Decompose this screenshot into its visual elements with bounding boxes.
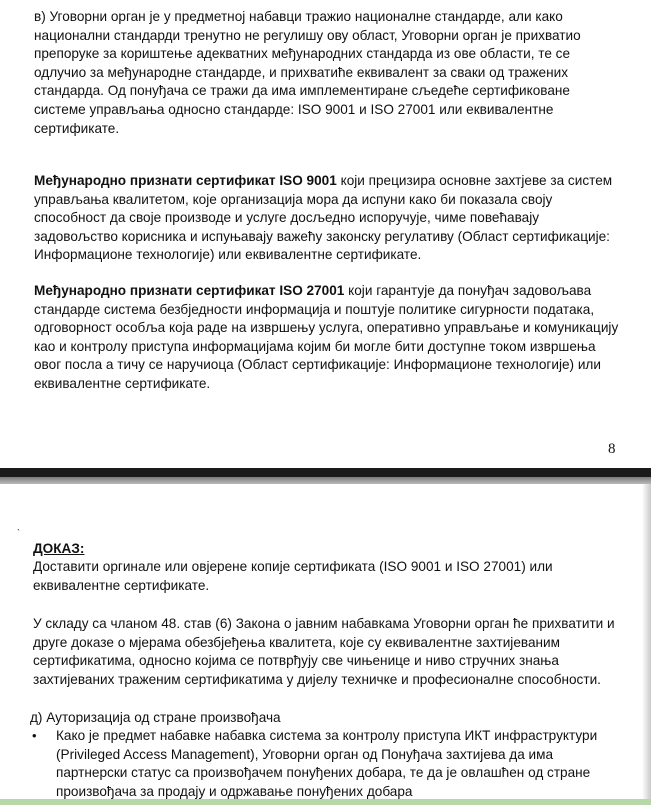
text-line: способност да своје производе и услуге досљедно испоручује, чиме повећавају (34, 210, 540, 226)
text-line: национални стандарди тренутно не регулишу ову област, Уговорни орган је прихватио (34, 27, 581, 43)
text-line: произвођача за продају и одржавање понуђених добара (56, 783, 413, 799)
text-line: Доставити оргинале или овјерене копије сертификата (ISO 9001 и ISO 27001) или (33, 559, 553, 574)
text-line: сертификатима, односно којима се потврђују све чињенице и ниво стручних знања (33, 653, 559, 669)
paragraph-iso-27001 (34, 282, 620, 394)
text-line: в) Уговорни орган је у предметној набавци тражио националне стандарде, али како (34, 9, 563, 24)
text-line: (Privileged Access Management), Уговорни орган од Понуђача захтијева да има (56, 746, 554, 762)
text-line: У складу са чланом 48. став (6) Закона о јавним набавкама Уговорни орган ће прихватити и (33, 616, 615, 631)
text-line: еквивалентне сертификате. (34, 375, 211, 391)
text-line: који прецизира основне захтјеве за систем (336, 173, 613, 188)
text-line: захтијеваних траженим сертификатима у дијелу техничке и професионалне способности. (33, 671, 601, 687)
text-line: који гарантује да понуђач задовољава (344, 283, 592, 298)
text-line: сертификате. (34, 120, 120, 136)
text-line: стандарде система безбједности информација и поштује политике сигурности података, (34, 301, 595, 317)
text-line: управљања квалитетом, које организација мора да испуни како би показала своју (34, 191, 553, 207)
text-line: Информационе технологије) или еквивалентне сертификате. (34, 247, 422, 263)
text-line: као и контролу приступа информацијама којим би могле бити доступне током извршења (34, 338, 596, 354)
bullet-icon: • (32, 728, 37, 743)
text-line: одлучио за међународне стандарде, и прихватиће еквивалент за сваки од тражених (34, 64, 569, 80)
iso-9001-title: Међународно признати сертификат ISO 9001 (34, 173, 337, 188)
text-line: стандарда. Од понуђача се тражи да има имплементиране сљедеће сертификоване (34, 83, 570, 99)
text-line: еквивалентне сертификате. (33, 577, 210, 593)
page-separator (0, 468, 651, 484)
proof-heading: ДОКАЗ: (33, 541, 85, 556)
bullet-paragraph-authorization (56, 727, 621, 801)
text-line: Како је предмет набавке набавка система за контролу приступа ИКТ инфраструктури (56, 728, 598, 743)
paragraph-proof (33, 558, 621, 595)
page-number: 8 (608, 441, 616, 457)
text-line: друге доказе о мјерама обезбјеђења квалитета, које су еквивалентне захтијеваним (33, 634, 560, 650)
text-line: одговорност особља која раде на извршењу услуга, оперативно управљање и комуникацију (34, 320, 619, 336)
text-line: системе управљања односно стандарде: ISO 9001 и ISO 27001 или еквивалентне (34, 101, 554, 117)
section-d-title: д) Ауторизација од стране произвођача (30, 710, 281, 725)
text-line: препоруке за кориштење адекватних међународних стандарда из ове области, те се (34, 46, 571, 62)
paragraph-article-48 (33, 615, 621, 689)
page-edge-shadow (642, 484, 651, 805)
stray-mark: ` (17, 528, 20, 538)
text-line: партнерски статус са произвођачем понуђених добара, те да је овлашћен од стране (56, 765, 591, 781)
bottom-highlight-strip (0, 799, 651, 805)
iso-27001-title: Међународно признати сертификат ISO 27001 (34, 283, 345, 298)
paragraph-iso-9001 (34, 172, 620, 265)
paragraph-national-standards (34, 8, 620, 138)
text-line: задовољство корисника и испуњавају важећу законску регулативу (Област сертификације: (34, 228, 610, 244)
text-line: овог посла а тичу се наручиоца (Област сертификације: Информационе технологије) или (34, 357, 601, 373)
